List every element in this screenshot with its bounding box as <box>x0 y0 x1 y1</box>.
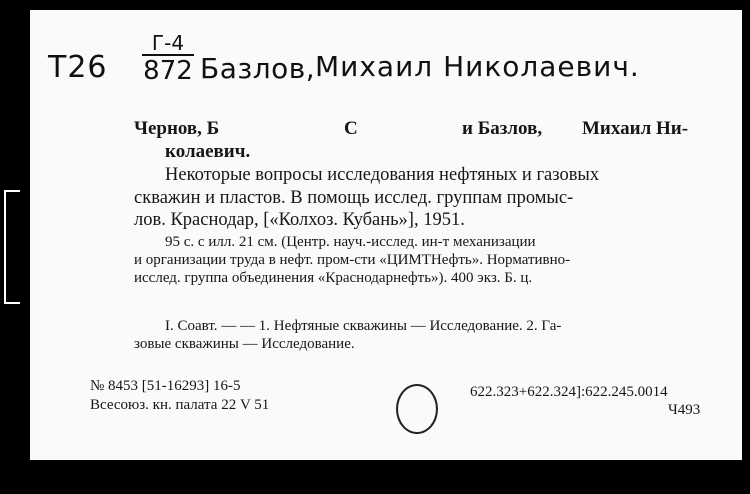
subject-line-2: зовые скважины — Исследование. <box>134 336 355 352</box>
coauthor-prefix: и Базлов, <box>462 118 543 139</box>
punch-hole-circle <box>396 384 438 434</box>
handwritten-full-name: Михаил Николаевич. <box>315 50 640 83</box>
author-initial: С <box>344 118 358 139</box>
handwritten-call-number: T26 <box>48 50 108 85</box>
card-code: Ч493 <box>668 402 701 418</box>
details-line-3: исслед. группа объединения «Краснодарнефть»). 400 экз. Б. ц. <box>134 270 533 286</box>
author-name: Чернов, Б <box>134 118 220 139</box>
coauthor-name: Михаил Ни- <box>582 118 689 139</box>
handwritten-surname: Базлов, <box>200 52 316 85</box>
details-line-1: 95 с. с илл. 21 см. (Центр. науч.-исслед. ин-т механизации <box>165 234 536 250</box>
record-number: № 8453 [51-16293] 16-5 <box>90 378 241 394</box>
title-line-1: Некоторые вопросы исследования нефтяных и газовых <box>165 165 600 185</box>
title-line-3: лов. Краснодар, [«Колхоз. Кубань»], 1951. <box>134 210 465 230</box>
scan-bottom-border <box>0 460 750 494</box>
udc-code: 622.323+622.324]:622.245.0014 <box>470 384 668 400</box>
fraction-denominator: 872 <box>143 56 193 86</box>
title-line-2: скважин и пластов. В помощь исслед. группам промыс- <box>134 188 574 208</box>
details-line-2: и организации труда в нефт. пром-сти «ЦИМТНефть». Нормативно- <box>134 252 571 268</box>
scan-ruler-mark <box>4 190 20 304</box>
fraction-numerator: Г-4 <box>142 32 194 56</box>
catalog-card <box>30 10 742 460</box>
subject-line-1: I. Соавт. — — 1. Нефтяные скважины — Исследование. 2. Га- <box>165 318 562 334</box>
author-continuation: колаевич. <box>165 141 251 162</box>
handwritten-fraction <box>142 32 194 86</box>
book-chamber: Всесоюз. кн. палата 22 V 51 <box>90 397 270 413</box>
